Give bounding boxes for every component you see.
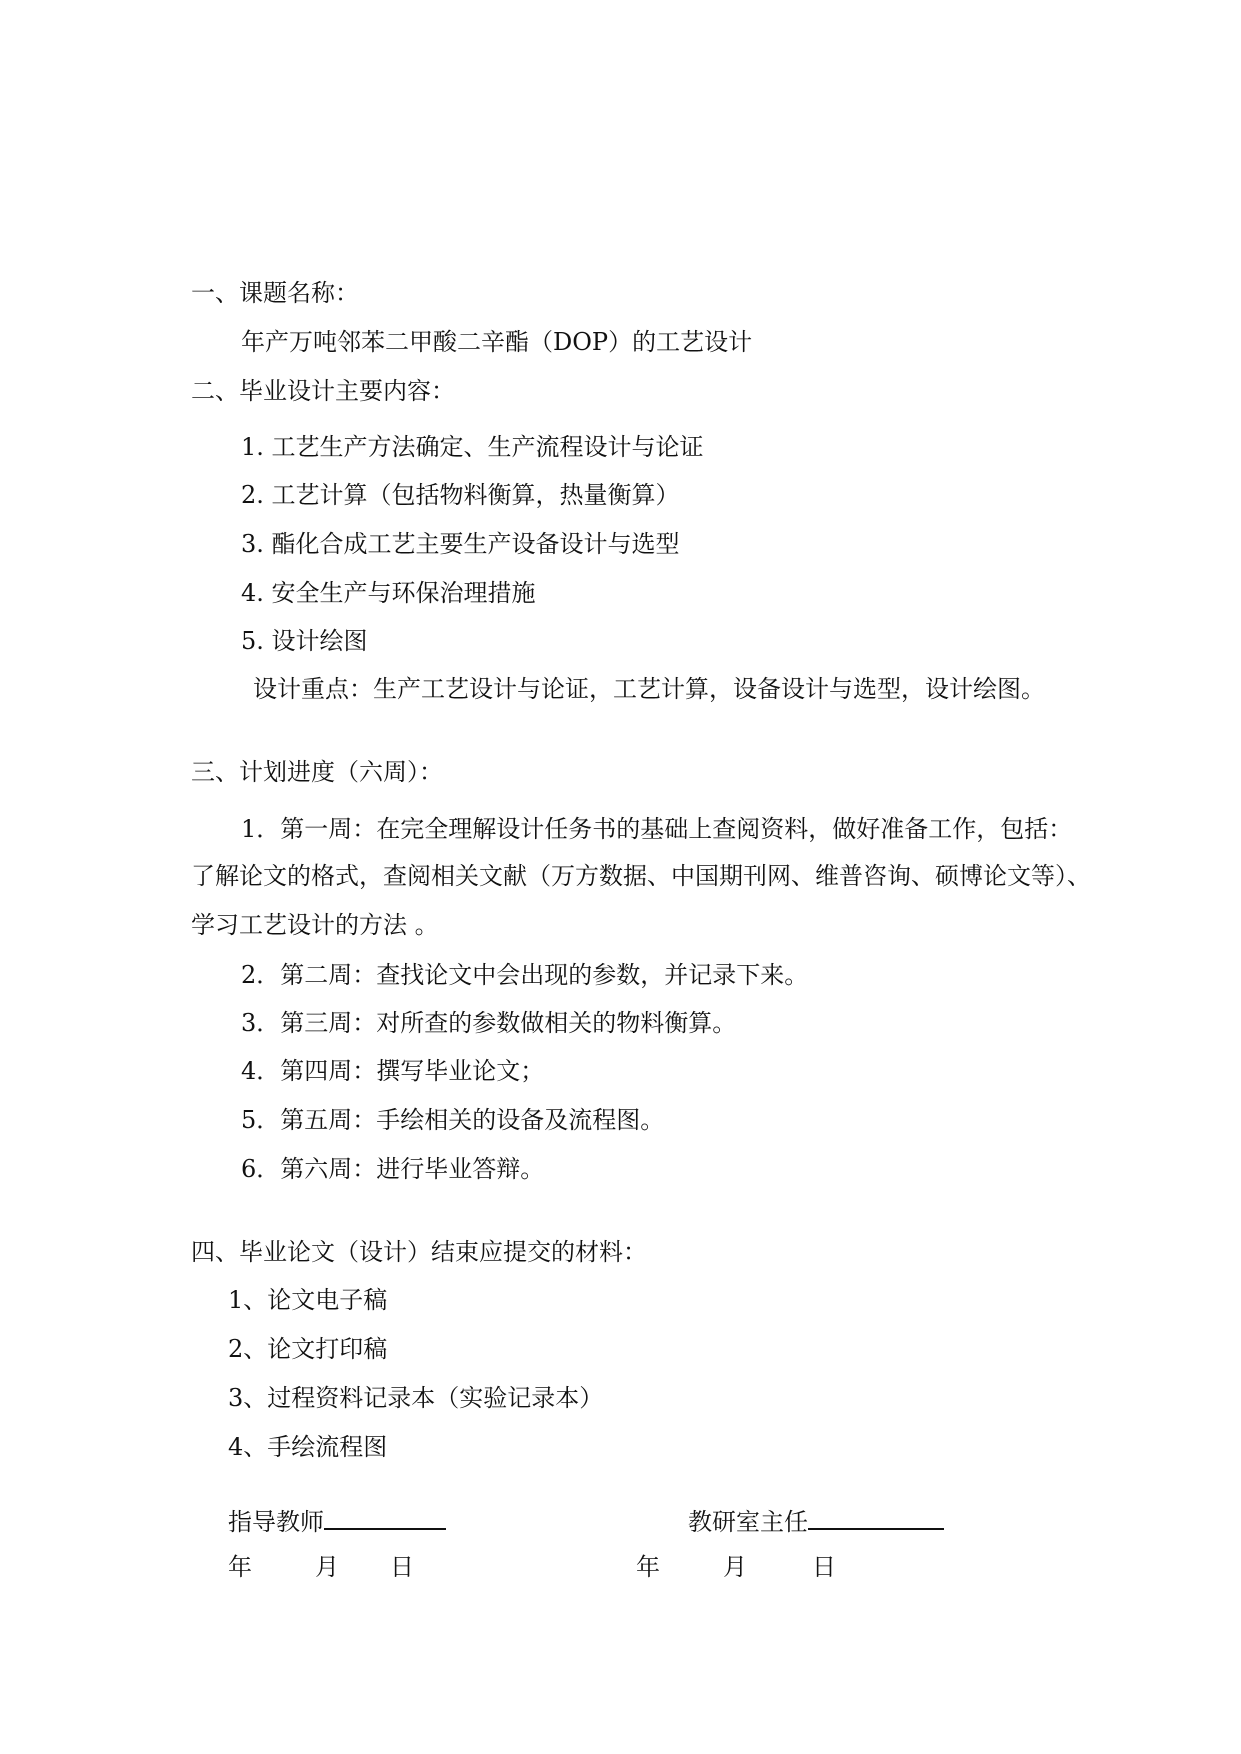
content-item: 1. 工艺生产方法确定、生产流程设计与论证 <box>241 433 704 461</box>
section-4-heading: 四、毕业论文（设计）结束应提交的材料： <box>191 1238 647 1266</box>
content-item: 5. 设计绘图 <box>241 627 368 655</box>
topic-title: 年产万吨邻苯二甲酸二辛酯（DOP）的工艺设计 <box>241 328 753 356</box>
director-date-year: 年 <box>636 1553 660 1581</box>
director-date-month: 月 <box>723 1553 747 1581</box>
schedule-week: 5．第五周：手绘相关的设备及流程图。 <box>241 1106 665 1134</box>
director-label: 教研室主任 <box>688 1508 808 1536</box>
deliverable-item: 2、论文打印稿 <box>228 1335 388 1363</box>
advisor-date-day: 日 <box>390 1553 414 1581</box>
section-1-heading: 一、课题名称： <box>191 279 359 307</box>
director-signature <box>688 1510 944 1534</box>
schedule-week-1-line-3: 学习工艺设计的方法 。 <box>191 911 439 939</box>
schedule-week-1-line-1: 1．第一周：在完全理解设计任务书的基础上查阅资料，做好准备工作，包括： <box>241 815 1073 843</box>
section-2-heading: 二、毕业设计主要内容： <box>191 377 455 405</box>
deliverable-item: 1、论文电子稿 <box>228 1286 388 1314</box>
section-3-heading: 三、计划进度（六周）： <box>191 758 443 786</box>
deliverable-item: 3、过程资料记录本（实验记录本） <box>228 1384 604 1412</box>
schedule-week: 3．第三周：对所查的参数做相关的物料衡算。 <box>241 1009 737 1037</box>
advisor-label: 指导教师 <box>228 1508 324 1536</box>
content-item: 3. 酯化合成工艺主要生产设备设计与选型 <box>241 530 680 558</box>
director-date-day: 日 <box>812 1553 836 1581</box>
schedule-week-1-line-2: 了解论文的格式，查阅相关文献（万方数据、中国期刊网、维普咨询、硕博论文等）、 <box>191 862 1091 890</box>
schedule-week: 6．第六周：进行毕业答辩。 <box>241 1155 545 1183</box>
schedule-week: 2．第二周：查找论文中会出现的参数，并记录下来。 <box>241 961 809 989</box>
content-item: 2. 工艺计算（包括物料衡算，热量衡算） <box>241 481 680 509</box>
design-focus: 设计重点：生产工艺设计与论证，工艺计算，设备设计与选型，设计绘图。 <box>253 675 1045 703</box>
content-item: 4. 安全生产与环保治理措施 <box>241 579 536 607</box>
advisor-signature <box>228 1510 446 1534</box>
schedule-week: 4．第四周：撰写毕业论文； <box>241 1057 545 1085</box>
deliverable-item: 4、手绘流程图 <box>228 1433 388 1461</box>
advisor-date-year: 年 <box>228 1553 252 1581</box>
advisor-signature-line <box>324 1528 446 1530</box>
advisor-date-month: 月 <box>315 1553 339 1581</box>
director-signature-line <box>808 1528 944 1530</box>
